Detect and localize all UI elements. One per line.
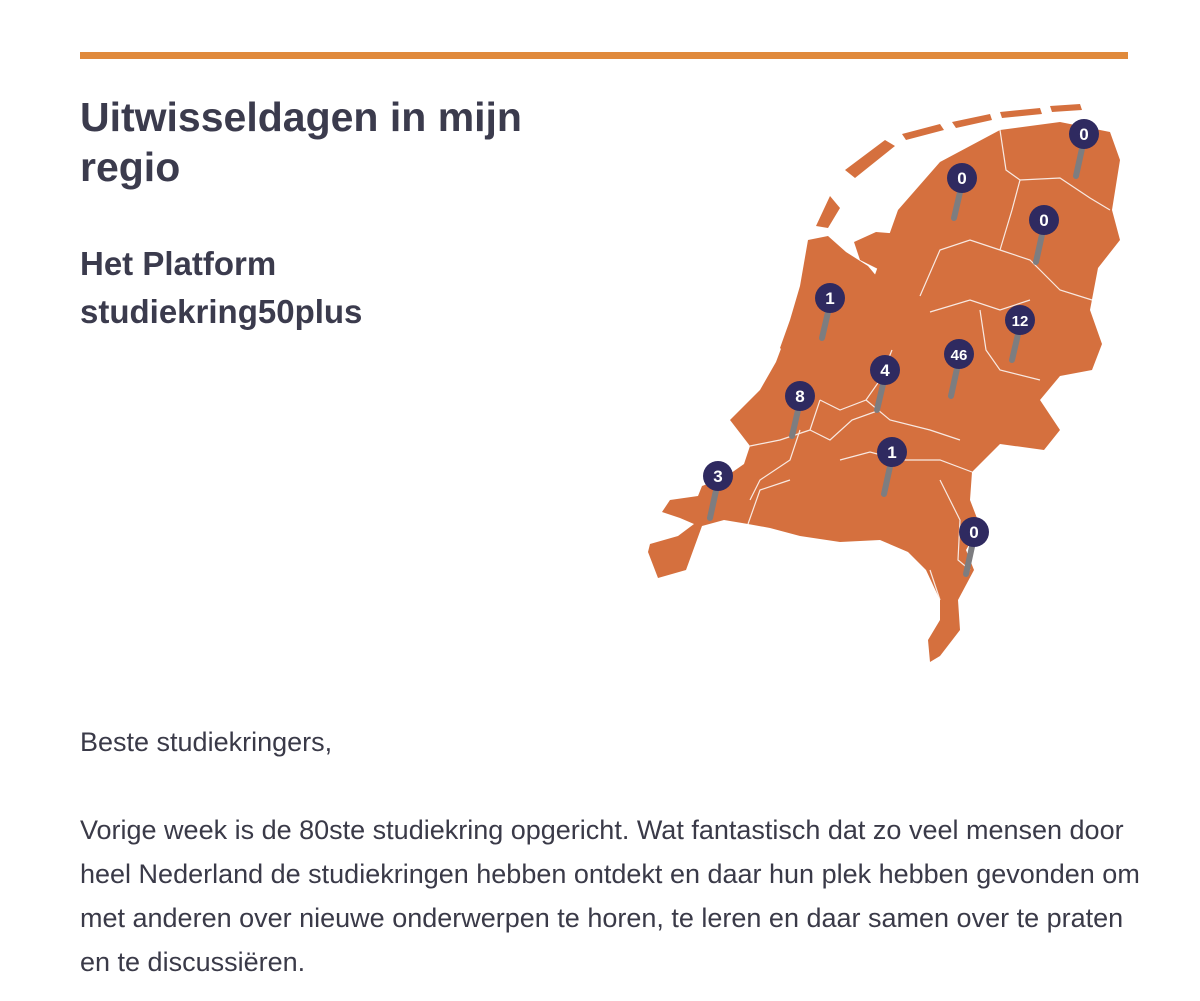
pin-count: 0 [1039,211,1049,230]
pin-count: 0 [1079,125,1089,144]
pin-count: 4 [880,361,890,380]
pin-count: 1 [825,289,835,308]
greeting-text: Beste studiekringers, [80,727,333,757]
intro-paragraph: Vorige week is de 80ste studiekring opgericht. Wat fantastisch dat zo veel mensen door heel Nederland de studiekringen hebben ontdekt en daar hun plek hebben gevonden om met anderen over nieuwe onderwerpen te horen, te leren en daar samen over te praten en te discussiëren. [80,815,1140,977]
pin-count: 3 [713,467,723,486]
pin-count: 46 [950,347,968,364]
pin-count: 0 [957,169,967,188]
pin-count: 8 [795,387,805,406]
pin-count: 12 [1011,313,1029,330]
netherlands-region-map [640,100,1140,670]
pin-count: 0 [969,523,979,542]
page-subtitle: Het Platform studiekring50plus [80,245,363,330]
pin-count: 1 [887,443,897,462]
top-accent-rule [80,52,1128,59]
map-svg [640,100,1140,670]
page-title: Uitwisseldagen in mijn regio [80,94,522,190]
